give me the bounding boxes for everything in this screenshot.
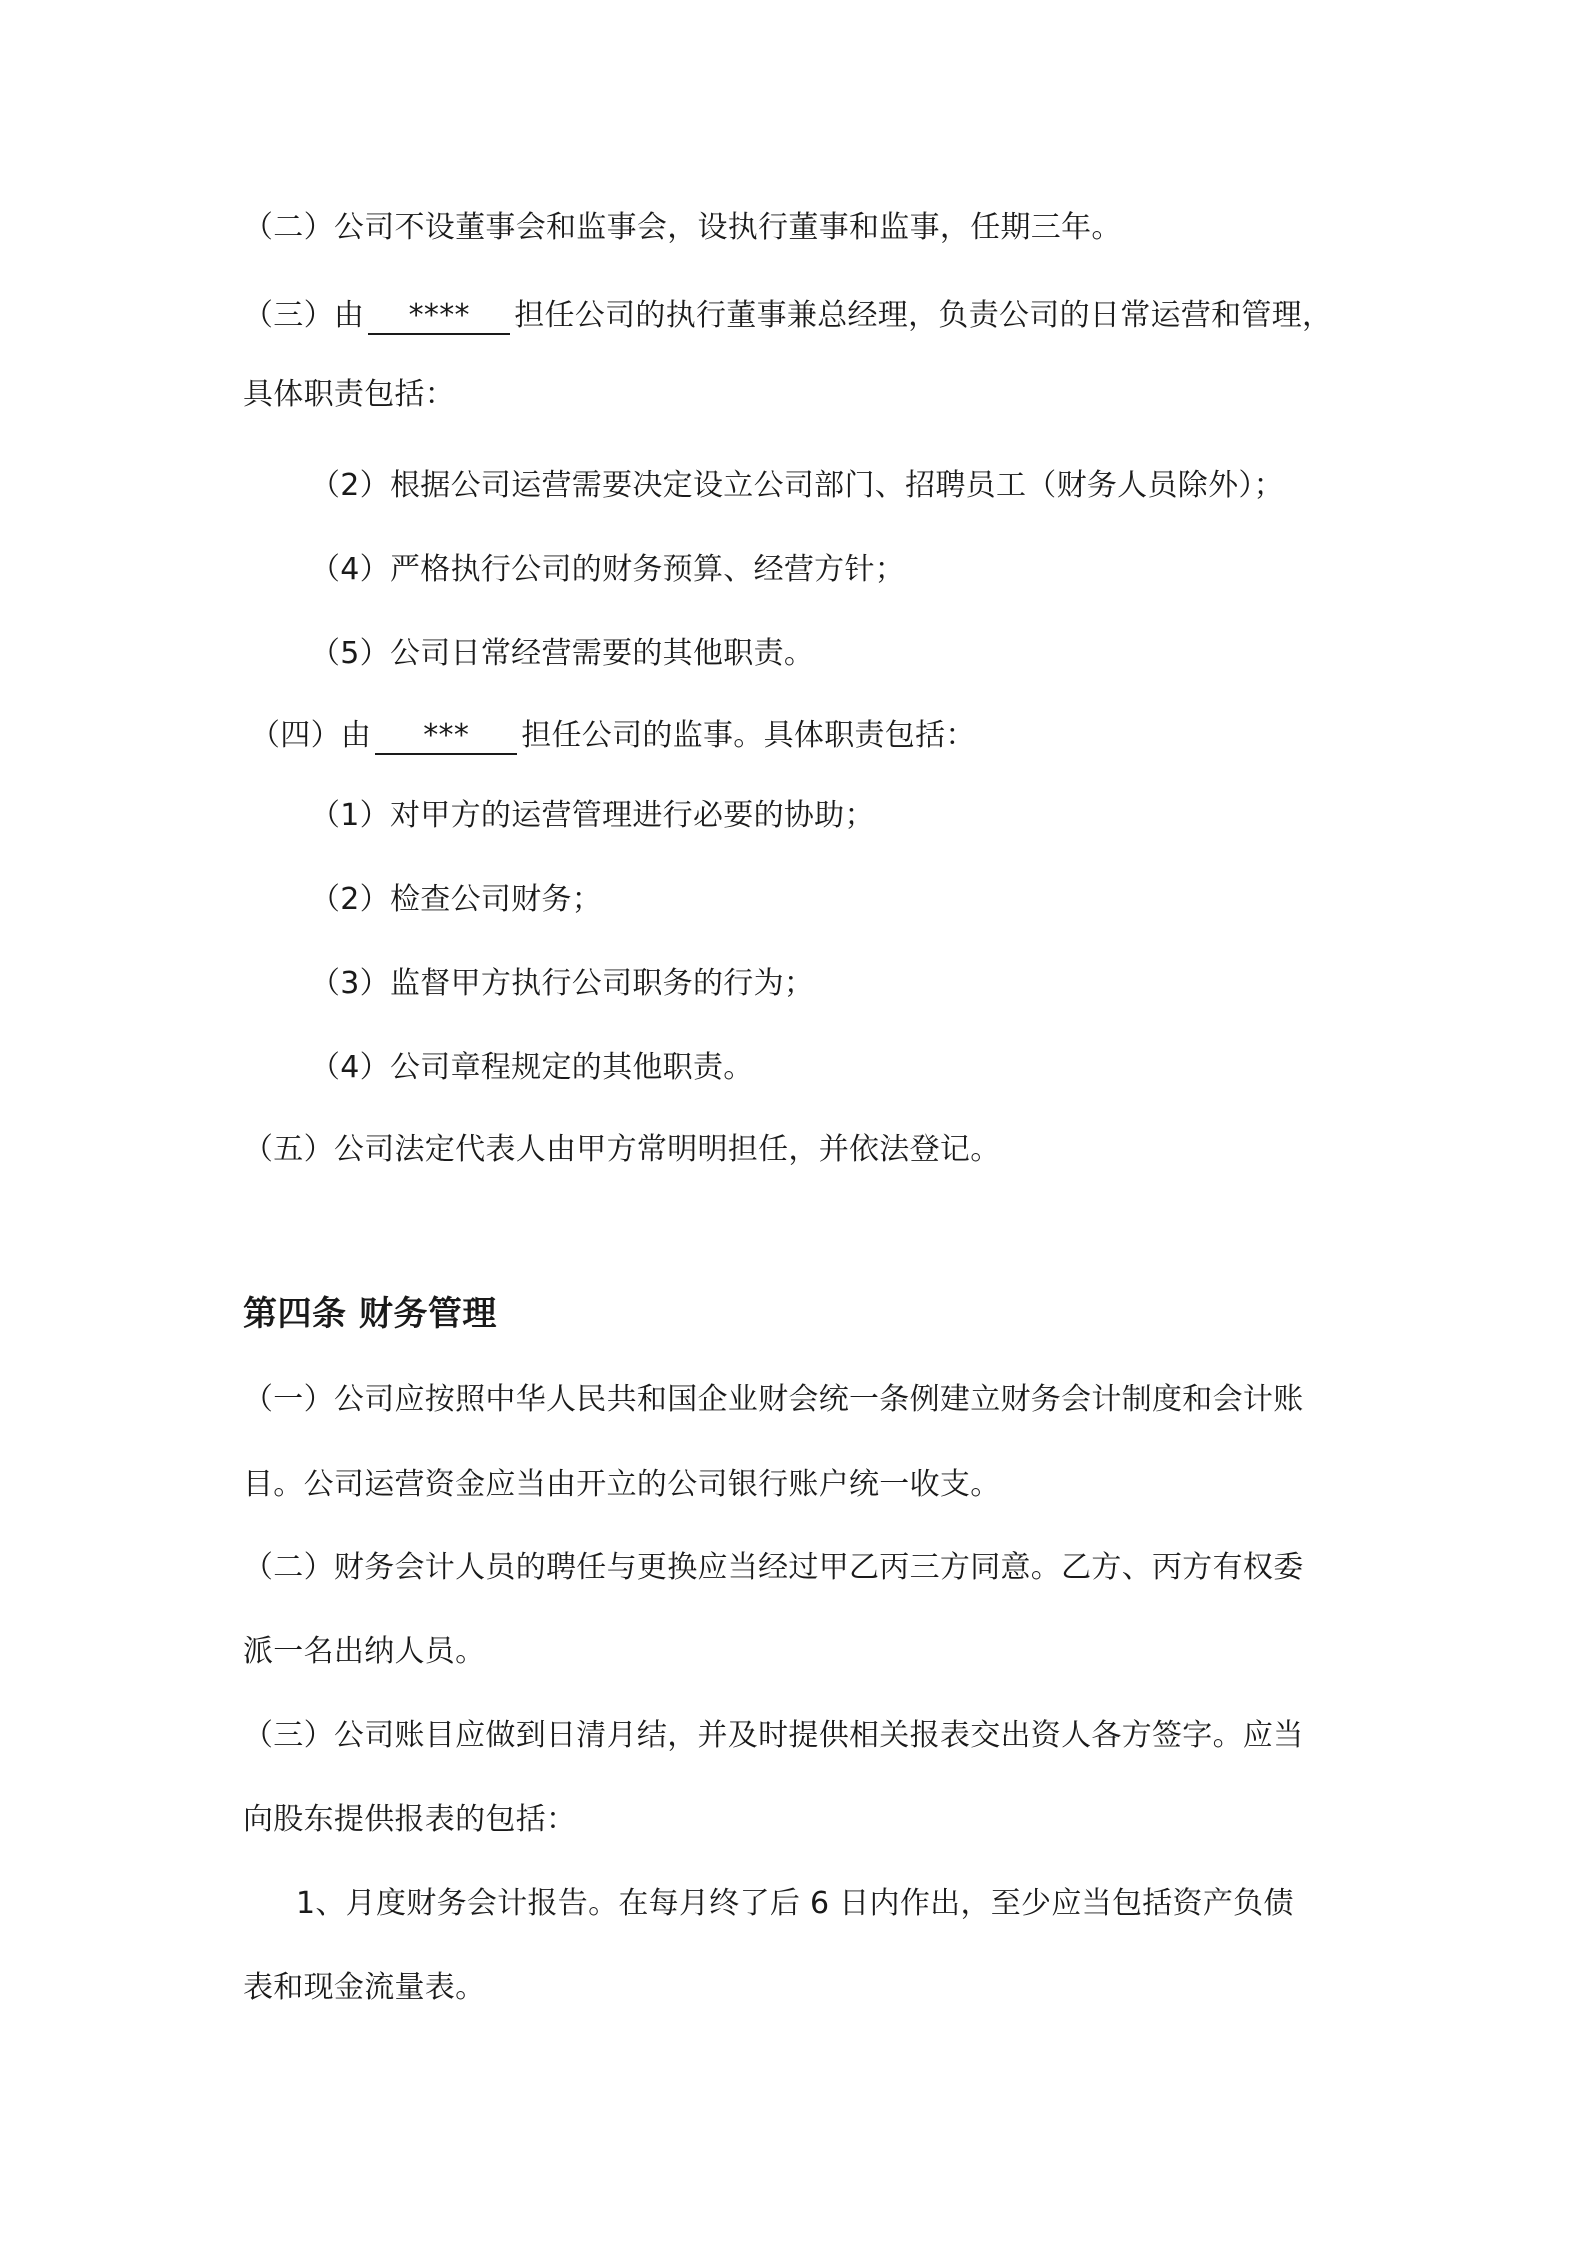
clause-3-3-prefix: （三）由 bbox=[243, 298, 365, 333]
clause-4-1-line-2: 目。公司运营资金应当由开立的公司银行账户统一收支。 bbox=[243, 1467, 1001, 1502]
clause-3-4 bbox=[250, 716, 976, 756]
clause-3-5: （五）公司法定代表人由甲方常明明担任，并依法登记。 bbox=[243, 1132, 1001, 1167]
section-heading: 第四条 财务管理 bbox=[243, 1294, 497, 1334]
report-item-1-line-2: 表和现金流量表。 bbox=[243, 1970, 486, 2005]
director-duty-4: （4）严格执行公司的财务预算、经营方针； bbox=[310, 552, 906, 587]
clause-3-3-continued: 具体职责包括： bbox=[243, 377, 456, 412]
director-name-blank: **** bbox=[368, 299, 510, 335]
clause-4-3-line-2: 向股东提供报表的包括： bbox=[243, 1802, 577, 1837]
report-item-1-line-1: 1、月度财务会计报告。在每月终了后 6 日内作出，至少应当包括资产负债 bbox=[296, 1886, 1294, 1921]
clause-3-3 bbox=[243, 296, 1332, 336]
supervisor-duty-1: （1）对甲方的运营管理进行必要的协助； bbox=[310, 798, 875, 833]
clause-3-4-suffix: 担任公司的监事。具体职责包括： bbox=[521, 718, 976, 753]
clause-4-2-line-2: 派一名出纳人员。 bbox=[243, 1634, 486, 1669]
clause-3-3-suffix: 担任公司的执行董事兼总经理，负责公司的日常运营和管理， bbox=[514, 298, 1333, 333]
clause-3-4-prefix: （四）由 bbox=[250, 718, 372, 753]
clause-4-1-line-1: （一）公司应按照中华人民共和国企业财会统一条例建立财务会计制度和会计账 bbox=[243, 1382, 1304, 1417]
director-duty-5: （5）公司日常经营需要的其他职责。 bbox=[310, 636, 815, 671]
clause-4-2-line-1: （二）财务会计人员的聘任与更换应当经过甲乙丙三方同意。乙方、丙方有权委 bbox=[243, 1550, 1304, 1585]
director-duty-2: （2）根据公司运营需要决定设立公司部门、招聘员工（财务人员除外）； bbox=[310, 468, 1284, 503]
supervisor-duty-2: （2）检查公司财务； bbox=[310, 882, 603, 917]
supervisor-duty-3: （3）监督甲方执行公司职务的行为； bbox=[310, 966, 815, 1001]
clause-4-3-line-1: （三）公司账目应做到日清月结，并及时提供相关报表交出资人各方签字。应当 bbox=[243, 1718, 1304, 1753]
clause-3-2: （二）公司不设董事会和监事会，设执行董事和监事，任期三年。 bbox=[243, 210, 1122, 245]
supervisor-duty-4: （4）公司章程规定的其他职责。 bbox=[310, 1050, 754, 1085]
supervisor-name-blank: *** bbox=[375, 719, 517, 755]
